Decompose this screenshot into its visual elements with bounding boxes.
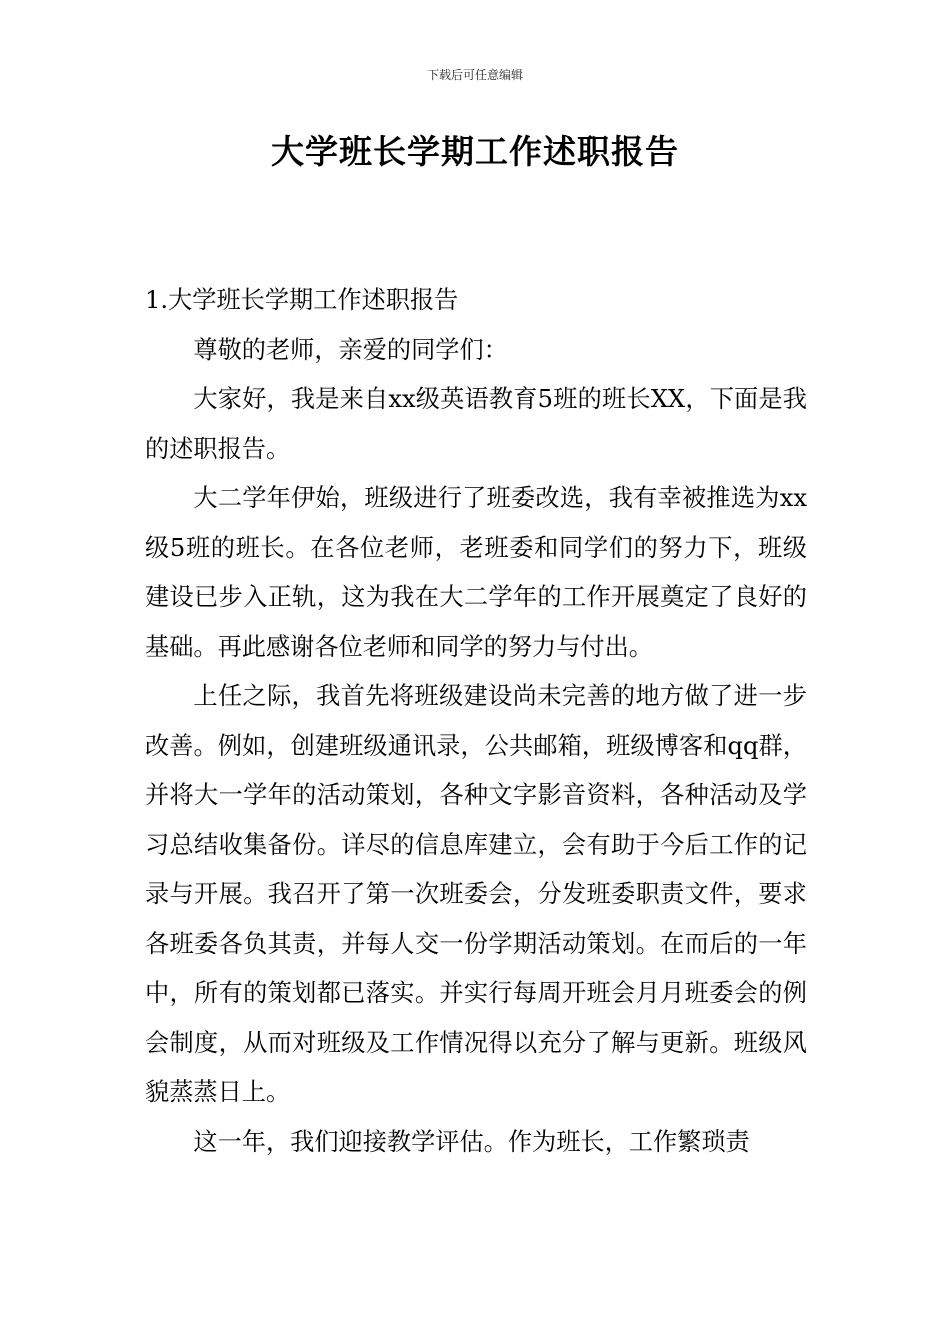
body-paragraph: 大二学年伊始，班级进行了班委改选，我有幸被推选为xx级5班的班长。在各位老师，老班委和同学们的努力下，班级建设已步入正轨，这为我在大二学年的工作开展奠定了良好的基础。再此感谢各位老师和同学的努力与付出。 (145, 484, 807, 661)
body-paragraph: 上任之际，我首先将班级建设尚未完善的地方做了进一步改善。例如，创建班级通讯录，公共邮箱，班级博客和qq群，并将大一学年的活动策划，各种文字影音资料，各种活动及学习总结收集备份。详尽的信息库建立，会有助于今后工作的记录与开展。我召开了第一次班委会，分发班委职责文件，要求各班委各负其责，并每人交一份学期活动策划。在而后的一年中，所有的策划都已落实。并实行每周开班会月月班委会的例会制度，从而对班级及工作情况得以充分了解与更新。班级风貌蒸蒸日上。 (145, 682, 807, 1106)
section-heading: 1.大学班长学期工作述职报告 (145, 286, 459, 314)
document-body (145, 276, 807, 1167)
salutation: 尊敬的老师，亲爱的同学们： (193, 335, 508, 364)
body-paragraph: 大家好，我是来自xx级英语教育5班的班长XX，下面是我的述职报告。 (145, 385, 807, 463)
header-note: 下载后可任意编辑 (426, 68, 523, 82)
document-title: 大学班长学期工作述职报告 (271, 132, 679, 171)
body-paragraph: 这一年，我们迎接教学评估。作为班长，工作繁琐责 (193, 1127, 750, 1156)
